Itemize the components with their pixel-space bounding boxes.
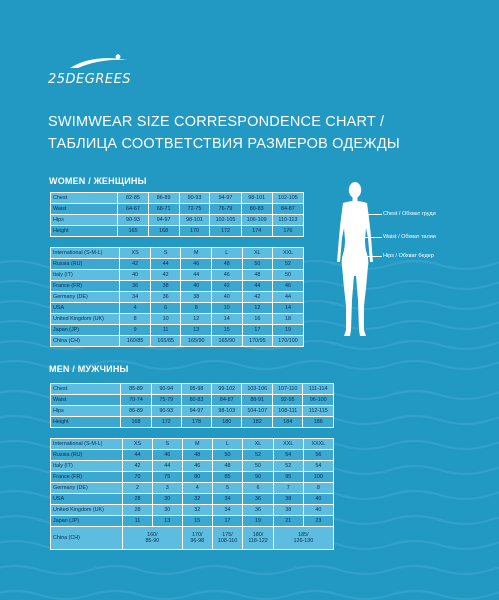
table-cell: 84-87 — [212, 395, 242, 406]
table-row — [51, 483, 334, 494]
table-cell: 112-115 — [303, 406, 334, 417]
table-cell: 64-67 — [118, 204, 149, 215]
table-cell: 70 — [123, 472, 153, 483]
table-cell: XL — [243, 439, 273, 450]
brand-logo — [48, 54, 158, 90]
table-cell: 11 — [123, 516, 153, 527]
table-cell: 94-97 — [148, 215, 179, 226]
table-row — [51, 450, 334, 461]
table-row — [51, 204, 304, 215]
table-cell: 15 — [211, 325, 242, 336]
row-label: United Kingdom (UK) — [51, 505, 123, 516]
table-cell: 36 — [243, 505, 273, 516]
table-row — [51, 193, 304, 204]
table-row — [51, 406, 334, 417]
table-cell: 174 — [241, 226, 272, 237]
row-label: USA — [51, 303, 120, 314]
row-label: Germany (DE) — [51, 292, 120, 303]
table-cell: 38 — [273, 505, 303, 516]
table-cell: 72-75 — [179, 204, 210, 215]
table-cell: 50 — [243, 461, 273, 472]
table-cell: 84-87 — [272, 204, 303, 215]
row-label: Waist — [51, 395, 121, 406]
row-label: Japan (JP) — [51, 325, 120, 336]
page-title-ru: ТАБЛИЦА СООТВЕТСТВИЯ РАЗМЕРОВ ОДЕЖДЫ — [48, 136, 400, 152]
table-cell: 94-97 — [181, 406, 211, 417]
table-cell: 48 — [211, 259, 242, 270]
table-cell: 108-111 — [272, 406, 302, 417]
table-cell: 50 — [242, 259, 273, 270]
women-sizes-table — [50, 247, 304, 347]
table-cell: 68-71 — [148, 204, 179, 215]
table-row — [51, 248, 304, 259]
table-cell: 54 — [303, 461, 333, 472]
table-cell: XS — [120, 248, 151, 259]
table-cell: 4 — [120, 303, 151, 314]
row-label: Height — [51, 417, 121, 428]
table-cell: 2 — [123, 483, 153, 494]
table-cell: 184 — [272, 417, 302, 428]
row-label: Japan (JP) — [51, 516, 123, 527]
table-cell: 160/85 — [120, 336, 151, 347]
table-cell: M — [182, 439, 212, 450]
table-cell: 34 — [212, 505, 242, 516]
table-cell: 15 — [182, 516, 212, 527]
men-measurements-table — [50, 383, 334, 428]
row-label: Russia (RU) — [51, 450, 123, 461]
table-cell: 6 — [150, 303, 181, 314]
woman-silhouette-icon — [334, 180, 376, 342]
table-cell: 52 — [273, 461, 303, 472]
table-cell: 5 — [212, 483, 242, 494]
table-cell: 95-98 — [181, 384, 211, 395]
table-cell: 8 — [120, 314, 151, 325]
table-cell: 46 — [182, 461, 212, 472]
table-cell: 82-85 — [118, 193, 149, 204]
table-cell: 40 — [303, 505, 333, 516]
table-cell: 4 — [182, 483, 212, 494]
table-cell: 50 — [273, 270, 304, 281]
row-label: China (CH) — [51, 527, 123, 550]
swimmer-icon — [68, 54, 130, 72]
cell-line: 180/ — [252, 532, 264, 538]
table-cell: 32 — [182, 494, 212, 505]
table-cell: 172 — [210, 226, 241, 237]
table-cell: 52 — [243, 450, 273, 461]
cell-line: 96-98 — [190, 538, 205, 544]
table-row — [51, 505, 334, 516]
men-sizes-table — [50, 438, 334, 550]
table-cell: 16 — [242, 314, 273, 325]
table-cell: 80 — [182, 472, 212, 483]
table-cell: 102-105 — [272, 193, 303, 204]
table-cell: 80-83 — [181, 395, 211, 406]
row-label: France (FR) — [51, 281, 120, 292]
table-cell: 7 — [273, 483, 303, 494]
table-cell: 48 — [182, 450, 212, 461]
table-cell: 98-103 — [212, 406, 242, 417]
table-cell: 42 — [123, 461, 153, 472]
table-cell: 170/100 — [273, 336, 304, 347]
table-cell: 186 — [303, 417, 334, 428]
table-cell: 38 — [181, 292, 212, 303]
table-cell: 42 — [211, 281, 242, 292]
row-label: United Kingdom (UK) — [51, 314, 120, 325]
table-cell: XXL — [273, 439, 303, 450]
table-cell: 28 — [123, 505, 153, 516]
table-row — [51, 226, 304, 237]
table-cell: 98-101 — [241, 193, 272, 204]
table-cell: 50 — [212, 450, 242, 461]
cell-line: 126-130 — [293, 538, 314, 544]
table-cell: S — [152, 439, 182, 450]
row-label: France (FR) — [51, 472, 123, 483]
table-cell: 75 — [152, 472, 182, 483]
row-label: Chest — [51, 384, 121, 395]
table-row — [51, 472, 334, 483]
table-cell: 44 — [242, 281, 273, 292]
table-cell: 86-89 — [148, 193, 179, 204]
table-cell: 172 — [151, 417, 181, 428]
table-cell: 17 — [212, 516, 242, 527]
row-label: Hips — [51, 406, 121, 417]
table-cell — [182, 527, 212, 550]
table-cell: 8 — [303, 483, 333, 494]
table-cell: 54 — [273, 450, 303, 461]
table-row — [51, 281, 304, 292]
table-cell: 96-100 — [303, 395, 334, 406]
chest-annotation-line — [356, 214, 382, 215]
table-cell: 36 — [150, 292, 181, 303]
table-cell: 12 — [242, 303, 273, 314]
table-cell: 103-106 — [242, 384, 273, 395]
table-cell: 110-113 — [272, 215, 303, 226]
table-row — [51, 303, 304, 314]
table-cell: XXXL — [303, 439, 333, 450]
table-cell: S — [150, 248, 181, 259]
table-row — [51, 439, 334, 450]
table-cell: 46 — [152, 450, 182, 461]
table-cell: 176 — [272, 226, 303, 237]
table-cell: 30 — [152, 505, 182, 516]
hips-annotation: Hips / Обхват бедер — [383, 253, 434, 259]
table-cell: 38 — [150, 281, 181, 292]
table-cell: 38 — [273, 494, 303, 505]
table-cell: 70-74 — [121, 395, 151, 406]
table-cell: 32 — [182, 505, 212, 516]
table-cell: 48 — [212, 461, 242, 472]
table-row — [51, 395, 334, 406]
row-label: Italy (IT) — [51, 270, 120, 281]
table-cell: 36 — [120, 281, 151, 292]
table-cell: 107-110 — [272, 384, 302, 395]
cell-line: 108-110 — [217, 538, 238, 544]
women-section-title: WOMEN / ЖЕНЩИНЫ — [49, 176, 147, 186]
table-cell: 40 — [211, 292, 242, 303]
table-cell: 28 — [123, 494, 153, 505]
brand-name: 25DEGREES — [48, 72, 132, 87]
table-cell: 18 — [273, 314, 304, 325]
hips-annotation-line — [356, 256, 382, 257]
table-cell: 165/90 — [181, 336, 212, 347]
table-row — [51, 270, 304, 281]
table-cell: 94-97 — [210, 193, 241, 204]
women-measurements-table — [50, 192, 304, 237]
table-cell: 13 — [181, 325, 212, 336]
row-label: USA — [51, 494, 123, 505]
table-cell: 19 — [273, 325, 304, 336]
table-cell: 11 — [150, 325, 181, 336]
table-cell: 104-107 — [242, 406, 273, 417]
table-cell: 42 — [150, 270, 181, 281]
table-cell: 165/90 — [211, 336, 242, 347]
table-cell: 13 — [152, 516, 182, 527]
table-cell: 100 — [303, 472, 333, 483]
table-cell: 8 — [181, 303, 212, 314]
table-cell: 182 — [242, 417, 273, 428]
cell-line: 175/ — [222, 532, 233, 538]
table-cell: 34 — [120, 292, 151, 303]
waist-annotation-line — [356, 237, 382, 238]
table-cell: XS — [123, 439, 153, 450]
table-row — [51, 494, 334, 505]
table-cell: 44 — [273, 292, 304, 303]
cell-line: 170/ — [191, 532, 203, 538]
table-cell: 14 — [211, 314, 242, 325]
table-row — [51, 461, 334, 472]
table-cell: 75-79 — [151, 395, 181, 406]
table-cell — [243, 527, 273, 550]
table-cell: 80-83 — [241, 204, 272, 215]
table-cell: 85 — [212, 472, 242, 483]
table-cell: 111-114 — [303, 384, 334, 395]
table-cell — [273, 527, 333, 550]
row-label: Russia (RU) — [51, 259, 120, 270]
table-cell: L — [211, 248, 242, 259]
table-row — [51, 215, 304, 226]
table-row — [51, 292, 304, 303]
table-cell: 90-93 — [118, 215, 149, 226]
table-cell: 86-89 — [121, 406, 151, 417]
table-cell: 168 — [121, 417, 151, 428]
row-label: International (S-M-L) — [51, 439, 123, 450]
table-row — [51, 259, 304, 270]
row-label: China (CH) — [51, 336, 120, 347]
table-cell: 44 — [181, 270, 212, 281]
waist-annotation: Waist / Обхват талии — [383, 234, 436, 240]
table-cell: 6 — [243, 483, 273, 494]
table-cell: 23 — [303, 516, 333, 527]
page-title-en: SWIMWEAR SIZE CORRESPONDENCE CHART / — [48, 114, 385, 130]
table-cell: 9 — [120, 325, 151, 336]
table-cell: 44 — [123, 450, 153, 461]
table-cell: 85-89 — [121, 384, 151, 395]
table-cell: 42 — [120, 259, 151, 270]
table-cell: 88-91 — [242, 395, 273, 406]
table-cell: 90-93 — [151, 406, 181, 417]
table-cell: 46 — [273, 281, 304, 292]
table-cell: 106-109 — [241, 215, 272, 226]
table-cell — [123, 527, 183, 550]
table-cell: 99-102 — [212, 384, 242, 395]
table-cell: 180 — [212, 417, 242, 428]
table-cell: 90-93 — [179, 193, 210, 204]
table-cell: 92-95 — [272, 395, 302, 406]
table-cell: 170/95 — [242, 336, 273, 347]
row-label: Italy (IT) — [51, 461, 123, 472]
table-cell: M — [181, 248, 212, 259]
table-cell: 36 — [243, 494, 273, 505]
table-cell: L — [212, 439, 242, 450]
table-cell: 76-79 — [210, 204, 241, 215]
table-cell: 95 — [273, 472, 303, 483]
table-cell: 102-105 — [210, 215, 241, 226]
table-cell: 90-94 — [151, 384, 181, 395]
table-cell: 165 — [118, 226, 149, 237]
men-section-title: MEN / МУЖЧИНЫ — [49, 364, 129, 374]
table-cell: 21 — [273, 516, 303, 527]
table-cell: 56 — [303, 450, 333, 461]
table-cell: 3 — [152, 483, 182, 494]
table-cell: 46 — [211, 270, 242, 281]
table-cell: 98-101 — [179, 215, 210, 226]
table-cell: XL — [242, 248, 273, 259]
row-label: International (S-M-L) — [51, 248, 120, 259]
table-cell: 17 — [242, 325, 273, 336]
table-row — [51, 314, 304, 325]
table-cell: 44 — [152, 461, 182, 472]
table-cell: XXL — [273, 248, 304, 259]
cell-line: 160/ — [147, 532, 158, 538]
table-cell: 40 — [303, 494, 333, 505]
row-label: Waist — [51, 204, 118, 215]
table-cell: 40 — [120, 270, 151, 281]
cell-line: 185/ — [298, 532, 309, 538]
table-cell — [212, 527, 242, 550]
table-cell: 48 — [242, 270, 273, 281]
table-cell: 165/85 — [150, 336, 181, 347]
chest-annotation: Chest / Обхват груди — [383, 211, 436, 217]
table-row — [51, 384, 334, 395]
table-cell: 12 — [181, 314, 212, 325]
table-cell: 44 — [150, 259, 181, 270]
table-cell: 19 — [243, 516, 273, 527]
table-cell: 42 — [242, 292, 273, 303]
row-label: Germany (DE) — [51, 483, 123, 494]
cell-line: 118-122 — [248, 538, 268, 544]
table-cell: 46 — [181, 259, 212, 270]
table-cell: 30 — [152, 494, 182, 505]
table-cell: 34 — [212, 494, 242, 505]
table-row — [51, 516, 334, 527]
table-cell: 170 — [179, 226, 210, 237]
table-cell: 40 — [181, 281, 212, 292]
table-cell: 14 — [273, 303, 304, 314]
row-label: Height — [51, 226, 118, 237]
row-label: Chest — [51, 193, 118, 204]
table-cell: 52 — [273, 259, 304, 270]
table-row — [51, 336, 304, 347]
cell-line: 85-90 — [145, 538, 160, 544]
table-cell: 10 — [211, 303, 242, 314]
table-cell: 178 — [181, 417, 211, 428]
table-cell: 90 — [243, 472, 273, 483]
table-row — [51, 417, 334, 428]
table-cell: 10 — [150, 314, 181, 325]
table-cell: 168 — [148, 226, 179, 237]
row-label: Hips — [51, 215, 118, 226]
table-row — [51, 527, 334, 550]
table-row — [51, 325, 304, 336]
